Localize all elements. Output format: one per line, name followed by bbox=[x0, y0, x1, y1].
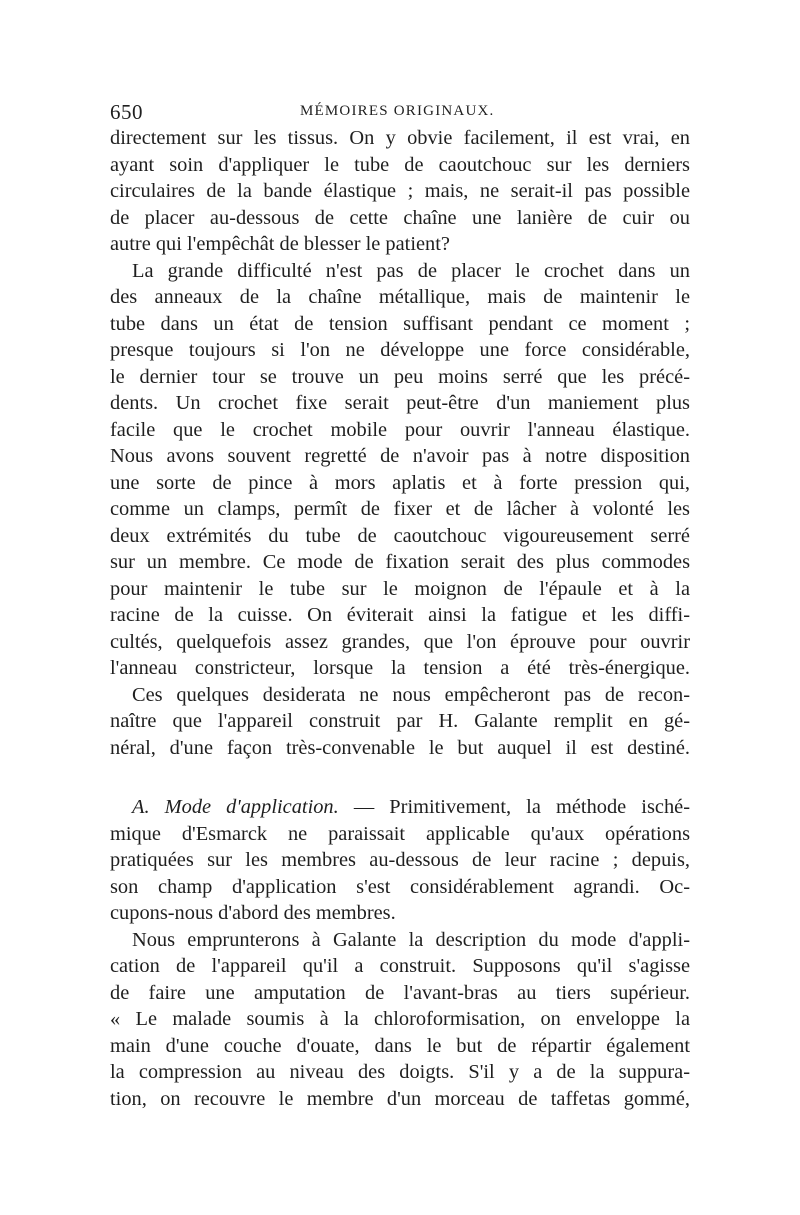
body-text-part2 bbox=[110, 794, 690, 1112]
text-line: de placer au-dessous de cette chaîne une lanière de cuir ou bbox=[110, 206, 690, 229]
text-line: naître que l'appareil construit par H. Galante remplit en gé- bbox=[110, 710, 690, 732]
text-line: néral, d'une façon très-convenable le but auquel il est destiné. bbox=[110, 736, 690, 759]
text-line: cation de l'appareil qu'il a construit. Supposons qu'il s'agisse bbox=[110, 955, 690, 977]
text-line: Ces quelques desiderata ne nous empêcheront pas de recon- bbox=[132, 683, 690, 706]
text-line: deux extrémités du tube de caoutchouc vigoureusement serré bbox=[110, 524, 690, 547]
text-line: Nous avons souvent regretté de n'avoir pas à notre disposition bbox=[110, 445, 690, 467]
text-line: tube dans un état de tension suffisant pendant ce moment ; bbox=[110, 312, 690, 335]
text-line: ayant soin d'appliquer le tube de caoutchouc sur les derniers bbox=[110, 153, 690, 176]
section-first-line-text: — Primitivement, la méthode isché- bbox=[338, 796, 690, 818]
section-label: A. Mode d'application. bbox=[132, 796, 339, 818]
text-line: la compression au niveau des doigts. S'il y a de la suppura- bbox=[110, 1061, 690, 1083]
text-line: des anneaux de la chaîne métallique, mais de maintenir le bbox=[110, 286, 690, 308]
text-line: autre qui l'empêchât de blesser le patient? bbox=[110, 233, 450, 255]
text-line: de faire une amputation de l'avant-bras au tiers supérieur. bbox=[110, 981, 690, 1004]
text-line: main d'une couche d'ouate, dans le but de répartir également bbox=[110, 1034, 690, 1057]
text-line: cultés, quelquefois assez grandes, que l'on éprouve pour ouvrir bbox=[110, 630, 690, 653]
text-line: « Le malade soumis à la chloroformisation, on enveloppe la bbox=[110, 1008, 690, 1030]
text-line: sur un membre. Ce mode de fixation serait des plus commodes bbox=[110, 551, 690, 573]
text-line: pratiquées sur les membres au-dessous de leur racine ; depuis, bbox=[110, 849, 690, 871]
text-line: circulaires de la bande élastique ; mais, ne serait-il pas possible bbox=[110, 180, 690, 202]
text-line: La grande difficulté n'est pas de placer le crochet dans un bbox=[132, 259, 690, 282]
text-line: Nous emprunterons à Galante la description du mode d'appli- bbox=[132, 928, 690, 951]
text-line: presque toujours si l'on ne développe une force considérable, bbox=[110, 339, 690, 361]
text-line: directement sur les tissus. On y obvie facilement, il est vrai, en bbox=[110, 127, 690, 149]
text-line: mique d'Esmarck ne paraissait applicable qu'aux opérations bbox=[110, 822, 690, 845]
text-line: racine de la cuisse. On éviterait ainsi la fatigue et les diffi- bbox=[110, 604, 690, 626]
text-line: le dernier tour se trouve un peu moins serré que les précé- bbox=[110, 365, 690, 388]
body-text-part1 bbox=[110, 125, 690, 761]
text-line: comme un clamps, permît de fixer et de lâcher à volonté les bbox=[110, 498, 690, 520]
text-line: facile que le crochet mobile pour ouvrir l'anneau élastique. bbox=[110, 418, 690, 441]
page-number: 650 bbox=[110, 100, 143, 124]
running-title: MÉMOIRES ORIGINAUX. bbox=[300, 103, 495, 119]
text-line: pour maintenir le tube sur le moignon de l'épaule et à la bbox=[110, 577, 690, 600]
text-line: l'anneau constricteur, lorsque la tension a été très-énergique. bbox=[110, 657, 690, 679]
text-line: une sorte de pince à mors aplatis et à forte pression qui, bbox=[110, 471, 690, 494]
text-line: son champ d'application s'est considérablement agrandi. Oc- bbox=[110, 875, 690, 898]
text-line: dents. Un crochet fixe serait peut-être d'un maniement plus bbox=[110, 392, 690, 414]
running-head bbox=[110, 100, 690, 124]
text-line: tion, on recouvre le membre d'un morceau de taffetas gommé, bbox=[110, 1087, 690, 1110]
text-line: cupons-nous d'abord des membres. bbox=[110, 902, 396, 924]
section-heading-line bbox=[110, 794, 690, 821]
